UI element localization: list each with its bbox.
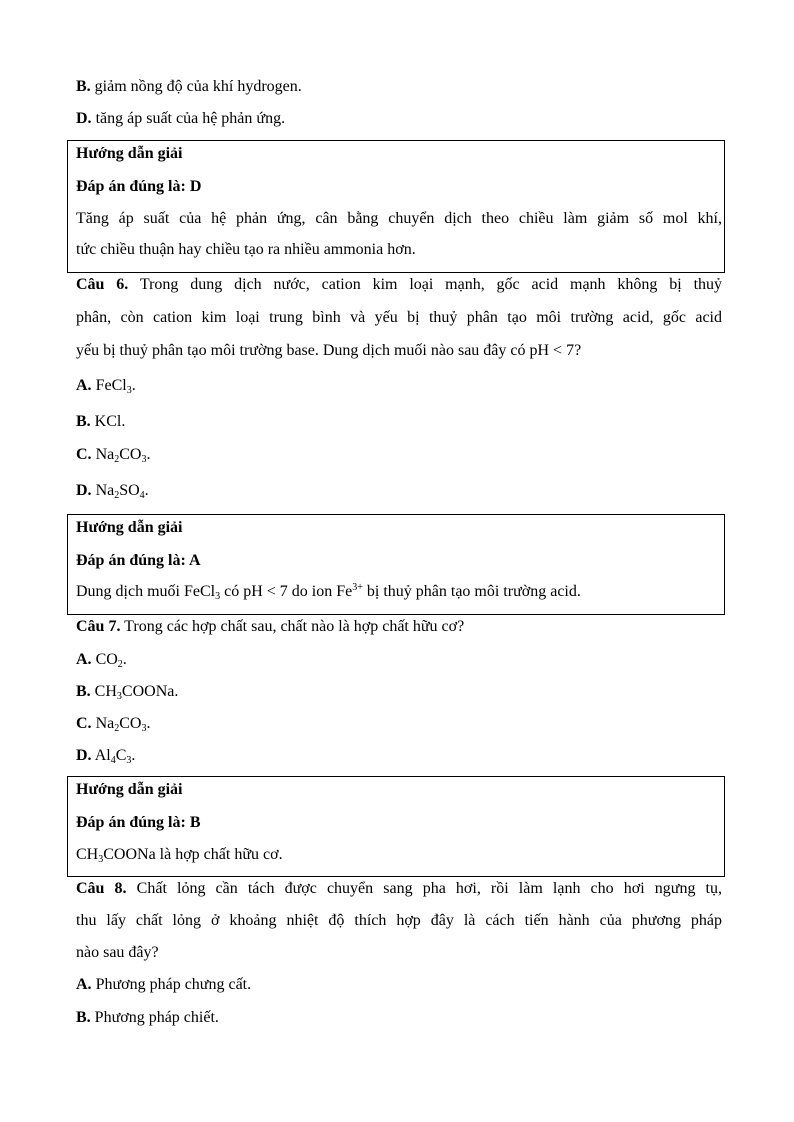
q6-solution-heading: Hướng dẫn giải (76, 519, 183, 536)
q8-stem-line3: nào sau đây? (76, 944, 159, 961)
q5-solution-line2: tức chiều thuận hay chiều tạo ra nhiều ammonia hơn. (76, 241, 416, 258)
q7-option-a: A. $CO_2$. (76, 651, 127, 670)
q6-stem-line2: phân, còn cation kim loại trung bình và yếu bị thuỷ phân tạo môi trường acid, gốc acid (76, 309, 722, 326)
q8-stem-line1: Câu 8. Chất lỏng cần tách được chuyển sang pha hơi, rồi làm lạnh cho hơi ngưng tụ, (76, 880, 722, 897)
q7-option-b: B. $CH_3COONa$. (76, 683, 179, 702)
q6-option-a: A. FeCl$_3$. (76, 377, 136, 396)
q6-solution-text: Dung dịch muối FeCl$_3$ có pH < 7 do ion $Fe^{3+}$ bị thuỷ phân tạo môi trường acid. (76, 582, 581, 602)
q6-option-c: C. $Na_2CO_3$. (76, 446, 151, 465)
q5-option-b: B. giảm nồng độ của khí hydrogen. (76, 78, 302, 95)
q8-option-a: A. Phương pháp chưng cất. (76, 976, 252, 993)
q8-stem-line2: thu lấy chất lỏng ở khoảng nhiệt độ thích hợp đây là cách tiến hành của phương pháp (76, 912, 722, 929)
q8-option-b: B. Phương pháp chiết. (76, 1009, 219, 1026)
q5-option-d: D. tăng áp suất của hệ phản ứng. (76, 110, 286, 127)
q7-solution-heading: Hướng dẫn giải (76, 781, 183, 798)
q6-option-d: D. $Na_2SO_4$. (76, 482, 149, 501)
q7-option-d: D. $Al_4C_3$. (76, 747, 136, 766)
q5-solution-line1: Tăng áp suất của hệ phản ứng, cân bằng chuyển dịch theo chiều làm giảm số mol khí, (76, 210, 722, 227)
q5-solution-answer: Đáp án đúng là: D (76, 178, 202, 195)
q7-solution-answer: Đáp án đúng là: B (76, 814, 201, 831)
q6-stem-line3: yếu bị thuỷ phân tạo môi trường base. Dung dịch muối nào sau đây có pH < 7? (76, 342, 582, 359)
q7-stem: Câu 7. Trong các hợp chất sau, chất nào là hợp chất hữu cơ? (76, 618, 465, 635)
q6-stem-line1: Câu 6. Trong dung dịch nước, cation kim loại mạnh, gốc acid mạnh không bị thuỷ (76, 276, 723, 293)
ph-expression: pH < 7 (529, 342, 575, 359)
q7-solution-text: $CH_3COONa$ là hợp chất hữu cơ. (76, 846, 283, 865)
q5-solution-heading: Hướng dẫn giải (76, 145, 183, 162)
q7-option-c: C. $Na_2CO_3$. (76, 715, 151, 734)
q6-option-b: B. KCl. (76, 413, 126, 430)
q6-solution-answer: Đáp án đúng là: A (76, 552, 201, 569)
